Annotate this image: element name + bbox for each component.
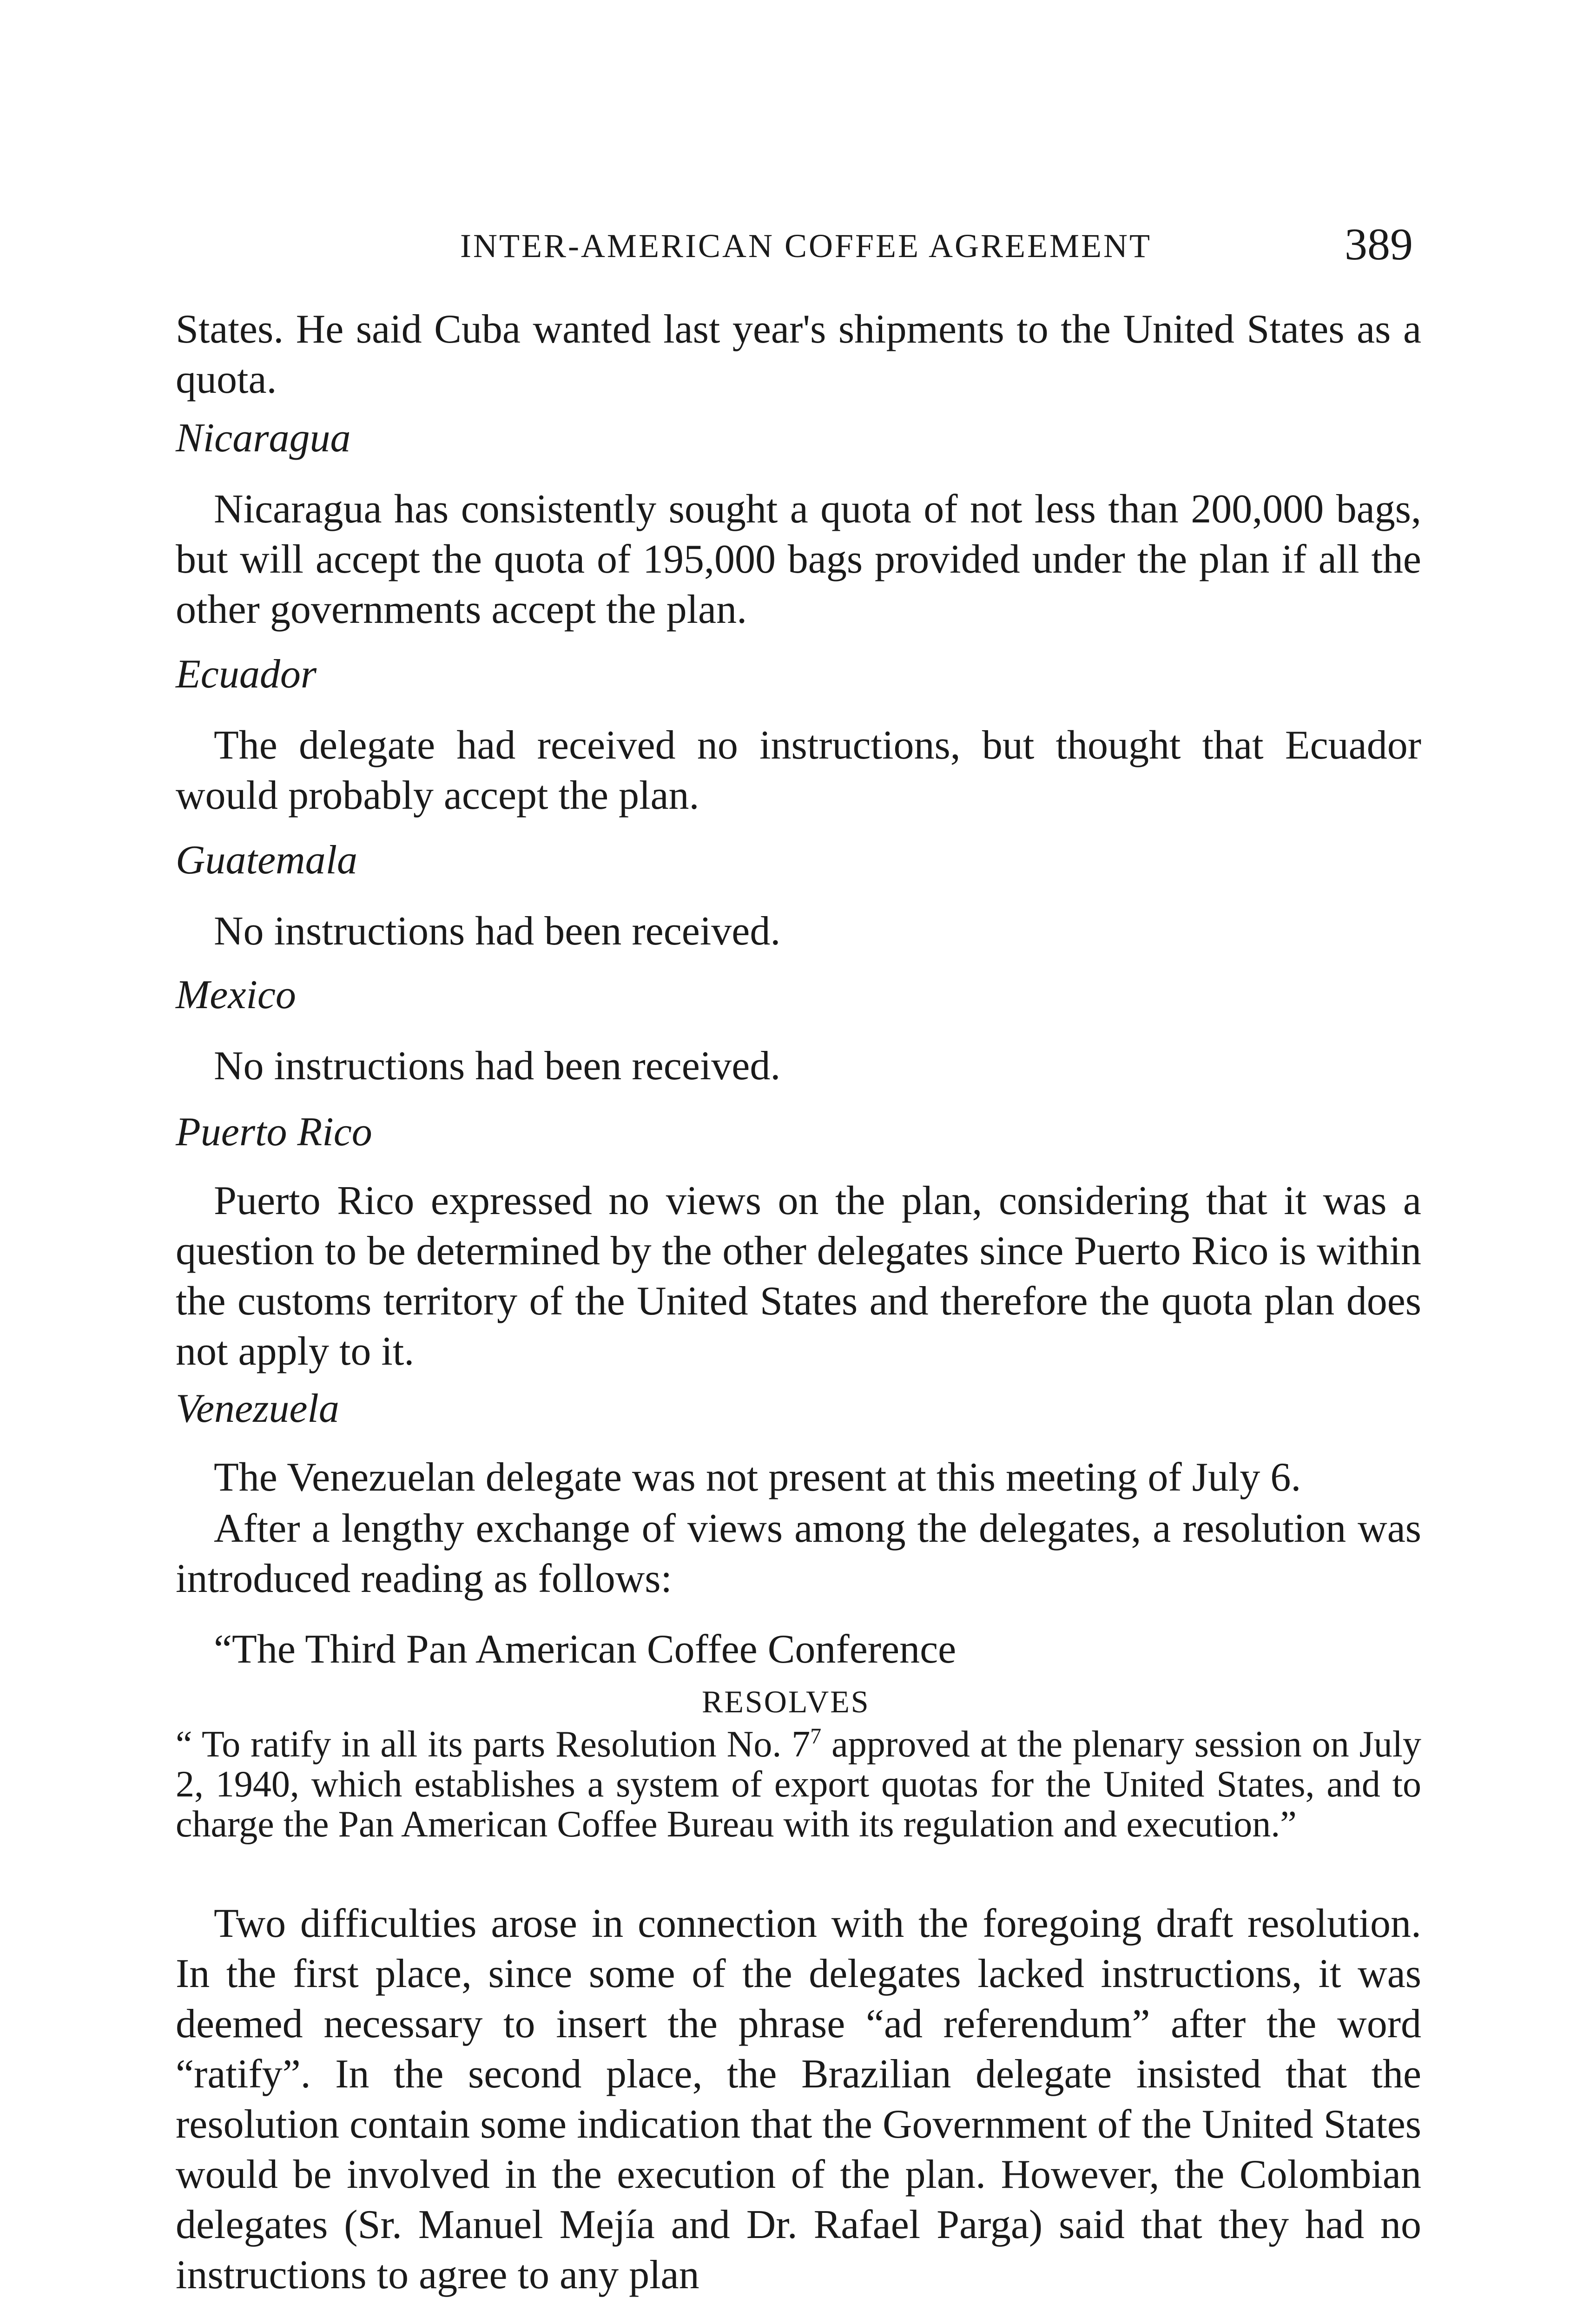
- paragraph-venezuela: The Venezuelan delegate was not present at this meeting of July 6.: [214, 1455, 1301, 1500]
- paragraph-guatemala: No instructions had been received.: [214, 909, 781, 954]
- paragraph-mexico: No instructions had been received.: [214, 1043, 781, 1089]
- heading-ecuador: Ecuador: [176, 652, 317, 697]
- paragraph-difficulties: Two difficulties arose in connection with the foregoing draft resolution. In the first place, since some of the delegates lacked instructions, it was deemed necessary to insert the phrase “ad referendum” after the word “ratify”. In the second place, the Brazilian delegate insisted that the resolution contain some indication that the Government of the United States would be involved in the execution of the plan. However, the Colombian delegates (Sr. Manuel Mejía and Dr. Rafael Parga) said that they had no instructions to agree to any plan: [176, 1901, 1421, 2298]
- footnote-reference: 7: [810, 1724, 822, 1749]
- heading-guatemala: Guatemala: [176, 838, 358, 883]
- heading-nicaragua: Nicaragua: [176, 416, 351, 461]
- heading-venezuela: Venezuela: [176, 1386, 339, 1431]
- page-number: 389: [1345, 219, 1413, 270]
- heading-mexico: Mexico: [176, 972, 296, 1017]
- quote-opening-line: “The Third Pan American Coffee Conference: [214, 1627, 957, 1672]
- quoted-resolution-text-start: “ To ratify in all its parts Resolution No. 7: [176, 1724, 811, 1765]
- paragraph-puerto-rico: Puerto Rico expressed no views on the plan, considering that it was a question to be determined by the other delegates since Puerto Rico is within the customs territory of the United States and therefore the quota plan does not apply to it.: [176, 1178, 1421, 1374]
- resolves-heading: RESOLVES: [702, 1684, 870, 1719]
- paragraph-resolution-intro: After a lengthy exchange of views among the delegates, a resolution was introduced reading as follows:: [176, 1506, 1421, 1601]
- paragraph-cuba-continued: States. He said Cuba wanted last year's shipments to the United States as a quota.: [176, 307, 1421, 402]
- running-title: INTER-AMERICAN COFFEE AGREEMENT: [460, 227, 1152, 264]
- paragraph-ecuador: The delegate had received no instructions, but thought that Ecuador would probably accept the plan.: [176, 723, 1421, 818]
- quoted-resolution: [176, 1724, 1421, 1844]
- quoted-resolution-text-end: approved at the plenary session on July 2, 1940, which establishes a system of export quotas for the United States, and to charge the Pan American Coffee Bureau with its regulation and execution.”: [176, 1724, 1421, 1845]
- paragraph-nicaragua: Nicaragua has consistently sought a quota of not less than 200,000 bags, but will accept the quota of 195,000 bags provided under the plan if all the other governments accept the plan.: [176, 487, 1421, 632]
- heading-puerto-rico: Puerto Rico: [176, 1109, 372, 1155]
